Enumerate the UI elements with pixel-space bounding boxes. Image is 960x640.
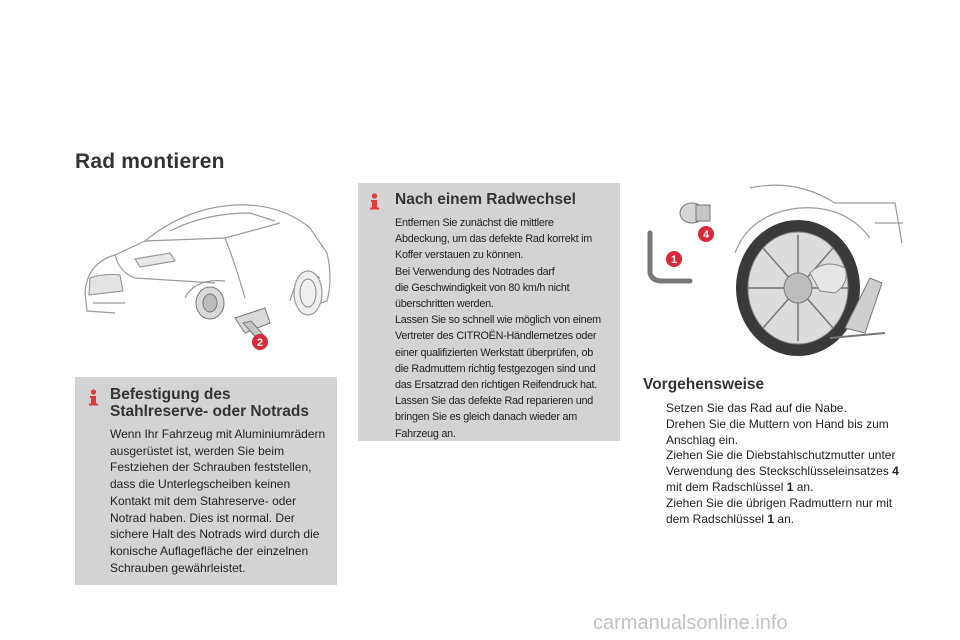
list-item: Ziehen Sie die Diebstahlschutzmutter unter Verwendung des Steckschlüsseleinsatzes 4 mit dem Radschlüssel 1 an. [666, 448, 899, 494]
box-text: Wenn Ihr Fahrzeug mit Aluminiumrädern ausgerüstet ist, werden Sie beim Festziehen der Schrauben feststellen, dass die Unterlegscheiben keinen Kontakt mit dem Stahreserve- oder Notrad haben. Dies ist normal. Der sichere Halt des Notrads wird durch die konische Auflagefläche der einzelnen Schrauben gewährleistet. [110, 427, 326, 575]
box-heading: Nach einem Radwechsel [395, 191, 576, 208]
info-icon [87, 389, 100, 406]
list-item: Drehen Sie die Muttern von Hand bis zum Anschlag ein. [666, 416, 889, 447]
callout-1: 1 [670, 254, 678, 266]
info-icon [368, 193, 381, 210]
callout-2: 2 [256, 337, 264, 349]
procedure-steps [643, 401, 913, 527]
page-title: Rad montieren [75, 150, 225, 173]
list-item: Ziehen Sie die übrigen Radmuttern nur mit dem Radschlüssel 1 an. [666, 495, 893, 526]
box-heading: Befestigung des Stahlreserve- oder Notrads [110, 386, 309, 420]
watermark: carmanualsonline.info [593, 612, 788, 634]
list-item: Setzen Sie das Rad auf die Nabe. [666, 401, 847, 415]
car-illustration [75, 183, 337, 358]
wheel-illustration [620, 183, 905, 358]
procedure-title: Vorgehensweise [643, 376, 765, 393]
info-box-radwechsel [358, 183, 620, 441]
box-text: Entfernen Sie zunächst die mittlere Abdeckung, um das defekte Rad korrekt im Koffer verstauen zu können. Bei Verwendung des Notrades darf die Geschwindigkeit von 80 km/h nicht überschritten werden. Lassen Sie so schnell wie möglich von einem Vertreter des CITROËN-Händlernetzes oder einer qualifizierten Werkstatt überprüfen, ob die Radmuttern richtig festgezogen sind und das Ersatzrad den richtigen Reifendruck hat. Lassen Sie das defekte Rad reparieren und bringen Sie es gleich danach wieder am Fahrzeug an. [395, 217, 601, 440]
info-box-stahlreserve [75, 377, 337, 585]
callout-4: 4 [702, 229, 710, 241]
